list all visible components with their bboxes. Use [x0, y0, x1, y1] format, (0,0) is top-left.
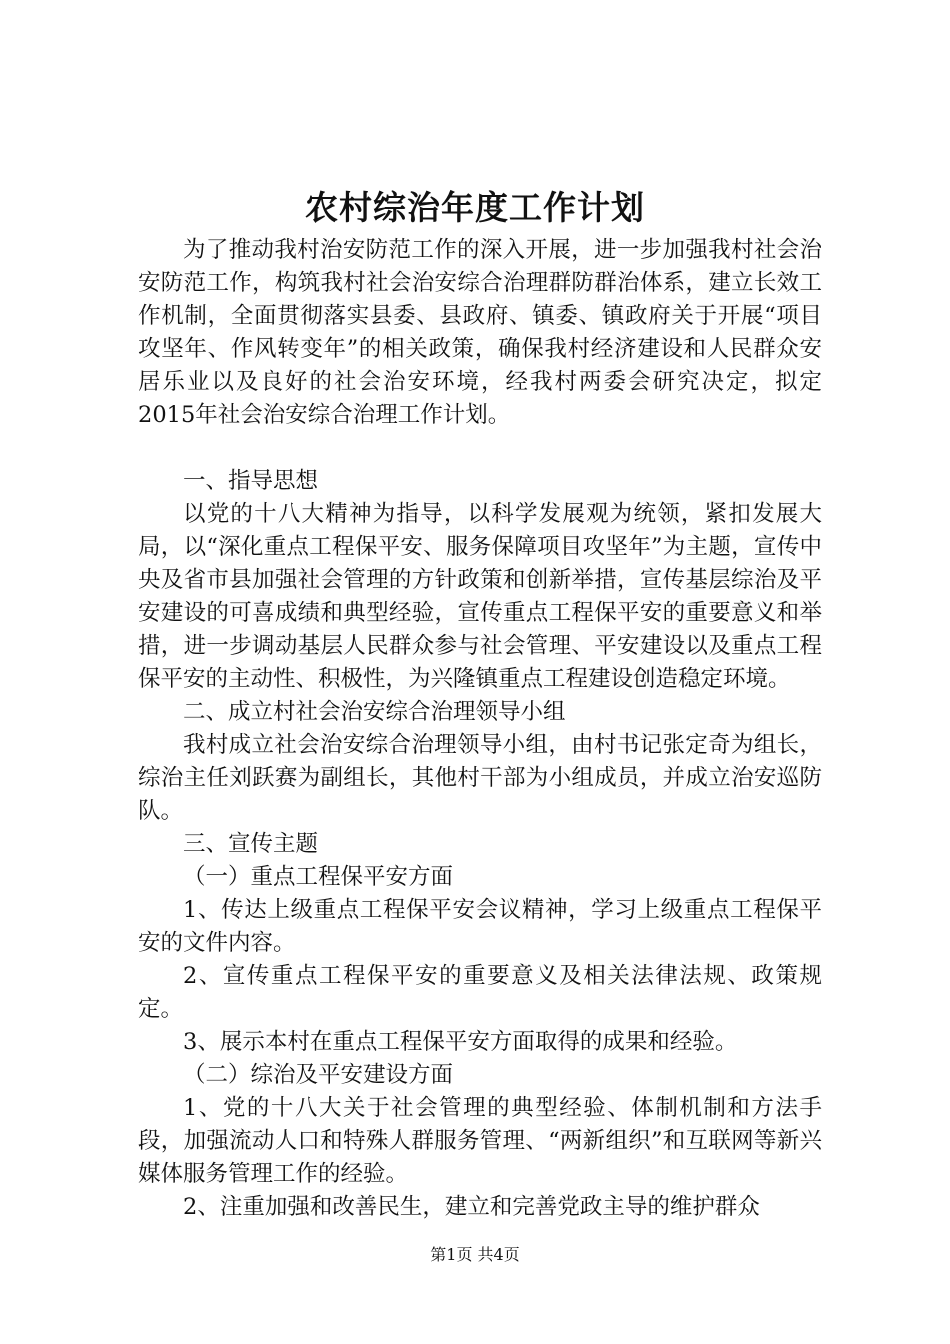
document-title: 农村综治年度工作计划 [305, 188, 645, 227]
list-item: 3、展示本村在重点工程保平安方面取得的成果和经验。 [183, 1029, 738, 1055]
paragraph-guiding-thought: 以党的十八大精神为指导，以科学发展观为统领，紧扣发展大局，以“深化重点工程保平安、服务保障项目攻坚年”为主题，宣传中央及省市县加强社会管理的方针政策和创新举措，宣传基层综治及平安建设的可喜成绩和典型经验，宣传重点工程保平安的重要意义和举措，进一步调动基层人民群众参与社会管理、平安建设以及重点工程保平安的主动性、积极性，为兴隆镇重点工程建设创造稳定环境。 [138, 501, 822, 692]
list-item: 1、传达上级重点工程保平安会议精神，学习上级重点工程保平安的文件内容。 [138, 897, 822, 956]
subheading-key-projects: （一）重点工程保平安方面 [183, 864, 454, 890]
document-body [138, 234, 822, 1224]
section-heading-leadership-group: 二、成立村社会治安综合治理领导小组 [183, 699, 566, 725]
section-heading-guiding-thought: 一、指导思想 [183, 468, 319, 494]
list-item: 1、党的十八大关于社会管理的典型经验、体制机制和方法手段，加强流动人口和特殊人群服务管理、“两新组织”和互联网等新兴媒体服务管理工作的经验。 [138, 1095, 822, 1187]
list-item: 2、注重加强和改善民生，建立和完善党政主导的维护群众 [183, 1194, 760, 1220]
list-item: 2、宣传重点工程保平安的重要意义及相关法律法规、政策规定。 [138, 963, 822, 1022]
section-heading-publicity-theme: 三、宣传主题 [183, 831, 319, 857]
subheading-comprehensive-governance: （二）综治及平安建设方面 [183, 1062, 454, 1088]
intro-paragraph: 为了推动我村治安防范工作的深入开展，进一步加强我村社会治安防范工作，构筑我村社会治安综合治理群防群治体系，建立长效工作机制，全面贯彻落实县委、县政府、镇委、镇政府关于开展“项目攻坚年、作风转变年”的相关政策，确保我村经济建设和人民群众安居乐业以及良好的社会治安环境，经我村两委会研究决定，拟定2015年社会治安综合治理工作计划。 [138, 237, 822, 428]
page-footer: 第1页 共4页 [430, 1245, 520, 1264]
paragraph-leadership-group: 我村成立社会治安综合治理领导小组，由村书记张定奇为组长，综治主任刘跃赛为副组长，其他村干部为小组成员，并成立治安巡防队。 [138, 732, 822, 824]
